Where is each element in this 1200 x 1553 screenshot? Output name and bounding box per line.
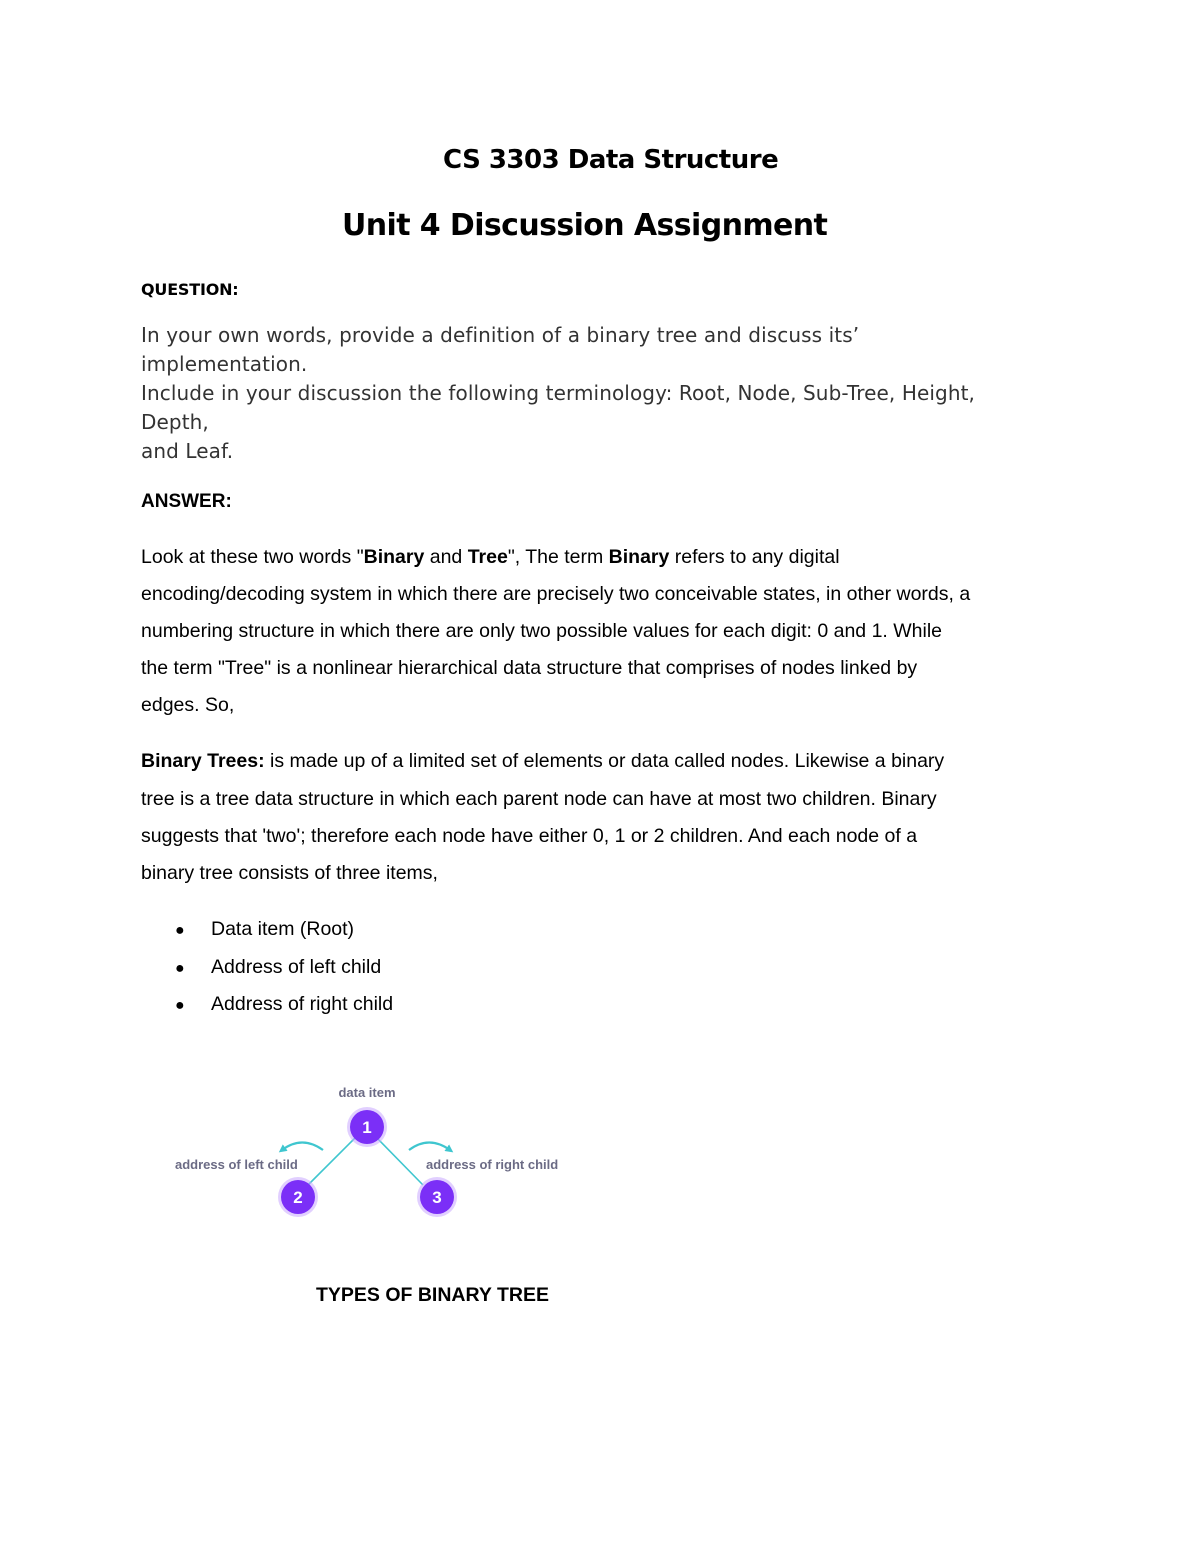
bullet-icon: ●: [175, 960, 185, 977]
question-line: implementation.: [141, 352, 308, 376]
question-line: and Leaf.: [141, 439, 234, 463]
course-title: CS 3303 Data Structure: [443, 145, 779, 175]
left-arrow-icon: [282, 1143, 323, 1151]
answer-paragraph-line: the term "Tree" is a nonlinear hierarchical data structure that comprises of nodes linked by: [141, 657, 918, 679]
bullet-list-item: [175, 918, 354, 941]
bullet-text: Address of left child: [211, 956, 382, 978]
answer-label: ANSWER:: [141, 491, 232, 512]
bold-term-binary: Binary: [363, 546, 425, 568]
answer-paragraph-line: [141, 750, 944, 773]
text-run: is made up of a limited set of elements or data called nodes. Likewise a binary: [264, 750, 945, 772]
bold-term-binary-trees: Binary Trees:: [141, 750, 265, 772]
text-run: and: [424, 546, 468, 568]
answer-paragraph-line: edges. So,: [141, 694, 235, 716]
node-root-label: 1: [362, 1118, 372, 1137]
right-arrow-icon: [409, 1143, 450, 1151]
question-line: In your own words, provide a definition of a binary tree and discuss its’: [141, 323, 860, 347]
label-address-right-child: address of right child: [426, 1157, 559, 1172]
bullet-list-item: [175, 956, 381, 979]
text-run: ", The term: [507, 546, 609, 568]
text-run: refers to any digital: [669, 546, 840, 568]
bullet-text: Data item (Root): [211, 918, 355, 940]
bullet-icon: ●: [175, 922, 185, 939]
bold-term-binary: Binary: [608, 546, 670, 568]
question-label: QUESTION:: [141, 280, 239, 299]
bullet-icon: ●: [175, 997, 185, 1014]
answer-paragraph-line: suggests that 'two'; therefore each node have either 0, 1 or 2 children. And each node of a: [141, 825, 918, 847]
binary-tree-node-diagram: [165, 1075, 575, 1225]
answer-paragraph-line: binary tree consists of three items,: [141, 862, 438, 884]
node-left-child-label: 2: [293, 1188, 303, 1207]
label-address-left-child: address of left child: [175, 1157, 298, 1172]
bold-term-tree: Tree: [467, 546, 508, 568]
question-line: Depth,: [141, 410, 209, 434]
answer-paragraph-line: [141, 546, 840, 569]
section-heading-types-of-binary-tree: TYPES OF BINARY TREE: [316, 1284, 549, 1306]
answer-paragraph-line: numbering structure in which there are only two possible values for each digit: 0 and 1. While: [141, 620, 943, 642]
bullet-list-item: [175, 993, 393, 1016]
bullet-text: Address of right child: [211, 993, 394, 1015]
question-line: Include in your discussion the following terminology: Root, Node, Sub-Tree, Height,: [141, 381, 976, 405]
answer-paragraph-line: encoding/decoding system in which there are precisely two conceivable states, in other words, a: [141, 583, 971, 605]
answer-paragraph-line: tree is a tree data structure in which each parent node can have at most two children. Binary: [141, 788, 937, 810]
node-right-child-label: 3: [432, 1188, 442, 1207]
text-run: Look at these two words ": [141, 546, 364, 568]
unit-title: Unit 4 Discussion Assignment: [342, 208, 828, 243]
label-data-item: data item: [338, 1085, 396, 1100]
